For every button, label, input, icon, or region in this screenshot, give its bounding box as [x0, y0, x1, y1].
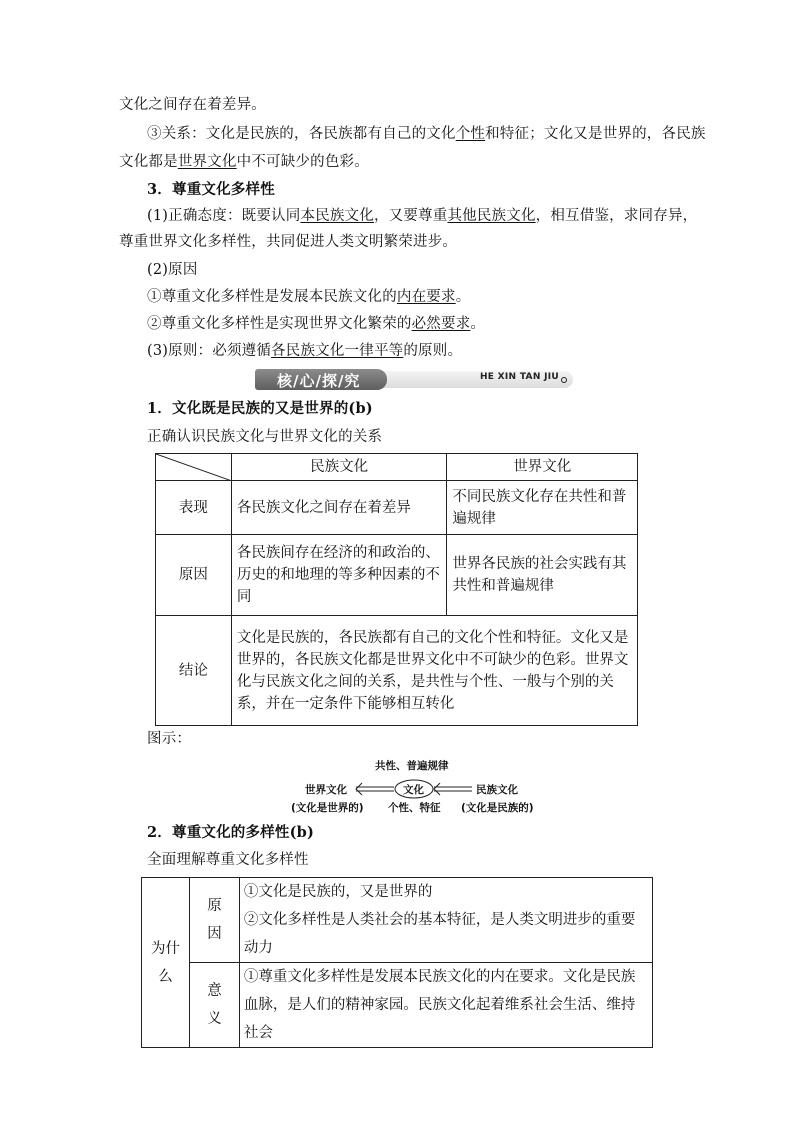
culture-diagram — [280, 756, 540, 816]
paragraph-line: (2)原因 — [147, 262, 198, 278]
section-heading: 3．尊重文化多样性 — [147, 181, 275, 198]
column-header: 民族文化 — [231, 454, 447, 481]
diagram-left-sub: (文化是世界的) — [291, 802, 364, 814]
underlined-term: 内在要求 — [396, 289, 456, 305]
row-label: 表现 — [156, 481, 232, 535]
cell-line: ①尊重文化多样性是发展本民族文化的内在要求。文化是民族血脉，是人们的精神家园。民族文化起着维系社会生活、维持社会 — [243, 969, 636, 1041]
section-heading: 1．文化既是民族的又是世界的(b) — [147, 400, 373, 417]
section-subheading: 正确认识民族文化与世界文化的关系 — [147, 429, 383, 445]
diagram-center-sub: 个性、特征 — [388, 802, 441, 814]
table-cell — [239, 963, 652, 1048]
table-cell: 不同民族文化存在共性和普遍规律 — [447, 481, 638, 535]
section-banner — [255, 369, 573, 390]
diagram-left-label: 世界文化 — [305, 784, 347, 796]
table-cell — [239, 878, 652, 963]
banner-subtitle: HE XIN TAN JIU — [479, 372, 559, 382]
comparison-table — [155, 453, 638, 726]
paragraph-line: ③关系：文化是民族的，各民族都有自己的文化个性和特征；文化又是世界的，各民族 — [147, 126, 706, 142]
paragraph-line: ①尊重文化多样性是发展本民族文化的内在要求。 — [147, 289, 471, 305]
table-cell: 各民族间存在经济的和政治的、历史的和地理的等多种因素的不同 — [231, 535, 447, 616]
table-cell: 世界各民族的社会实践有其共性和普遍规律 — [447, 535, 638, 616]
diagram-right-label: 民族文化 — [476, 784, 518, 796]
paragraph-line: ②尊重文化多样性是实现世界文化繁荣的必然要求。 — [147, 316, 486, 332]
diagonal-header-cell — [156, 454, 232, 481]
paragraph-line: 文化都是世界文化中不可缺少的色彩。 — [119, 154, 369, 170]
paragraph-line: (1)正确态度：既要认同本民族文化，又要尊重其他民族文化，相互借鉴，求同存异， — [147, 208, 698, 224]
diagram-center-label: 文化 — [403, 784, 424, 796]
paragraph-line: 文化之间存在着差异。 — [119, 97, 266, 113]
underlined-term: 必然要求 — [411, 316, 471, 332]
section-heading: 2．尊重文化的多样性(b) — [147, 824, 315, 841]
figure-label: 图示： — [147, 731, 192, 747]
group-label: 为什么 — [142, 878, 190, 1048]
underlined-term: 其他民族文化 — [447, 208, 536, 224]
cell-line: ①文化是民族的，又是世界的 — [243, 884, 433, 900]
underlined-term: 本民族文化 — [300, 208, 374, 224]
banner-title: 核/心/探/究 — [277, 372, 361, 390]
diagram-right-sub: (文化是民族的) — [461, 802, 534, 814]
paragraph-line: 尊重世界文化多样性，共同促进人类文明繁荣进步。 — [119, 234, 458, 250]
row-label: 原因 — [189, 878, 239, 963]
diagonal-line-icon — [156, 454, 232, 481]
underlined-term: 各民族文化一律平等 — [271, 343, 404, 359]
cell-line: ②文化多样性是人类社会的基本特征，是人类文明进步的重要动力 — [243, 912, 636, 956]
row-label: 意义 — [189, 963, 239, 1048]
underlined-term: 世界文化 — [177, 154, 237, 170]
table-cell: 文化是民族的，各民族都有自己的文化个性和特征。文化又是世界的，各民族文化都是世界文化中不可缺少的色彩。世界文化与民族文化之间的关系，是共性与个性、一般与个别的关系，并在一定条件下能够相互转化 — [231, 616, 637, 726]
row-label: 结论 — [156, 616, 232, 726]
table-cell: 各民族文化之间存在着差异 — [231, 481, 447, 535]
row-label: 原因 — [156, 535, 232, 616]
section-subheading: 全面理解尊重文化多样性 — [147, 852, 309, 868]
diagram-top-label: 共性、普遍规律 — [375, 760, 449, 772]
paragraph-line: (3)原则：必须遵循各民族文化一律平等的原则。 — [147, 343, 463, 359]
underlined-term: 个性 — [455, 126, 486, 142]
column-header: 世界文化 — [447, 454, 638, 481]
diversity-table — [141, 877, 653, 1048]
bullet-dot-icon — [561, 377, 567, 383]
